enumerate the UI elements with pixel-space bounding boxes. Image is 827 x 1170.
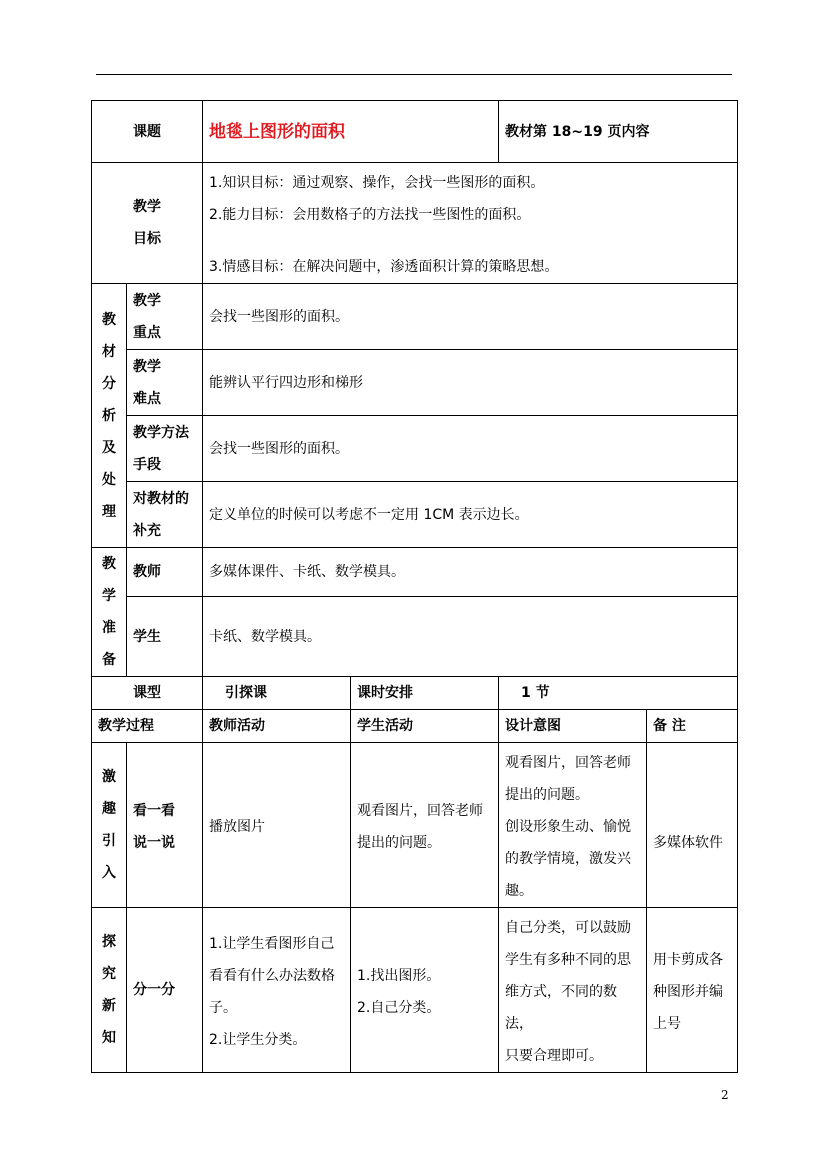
note [647, 908, 738, 1073]
stage-char: 究 [102, 966, 116, 982]
intent-line: 自己分类，可以鼓励 [505, 920, 631, 936]
teacher-col-header: 教师活动 [203, 710, 351, 743]
intent-line: 趣。 [505, 883, 533, 899]
group-label-char: 准 [102, 620, 116, 636]
student-activity [351, 743, 499, 908]
process-header-row [92, 710, 738, 743]
stage-row [92, 908, 738, 1073]
group-label-char: 理 [102, 503, 116, 520]
process-col-header: 教学过程 [92, 710, 203, 743]
objectives-label [92, 163, 203, 284]
intent-line: 创设形象生动、愉悦 [505, 819, 631, 835]
intent-line: 的教学情境，激发兴 [505, 851, 631, 867]
difficulties-label [127, 350, 203, 416]
label-line: 补充 [133, 522, 161, 539]
preparation-row [92, 597, 738, 677]
teacher-prep-content: 多媒体课件、卡纸、数学模具。 [203, 548, 738, 597]
objective-item: 2.能力目标：会用数格子的方法找一些图性的面积。 [209, 207, 531, 223]
group-label-char: 处 [102, 471, 116, 488]
teacher-activity [203, 908, 351, 1073]
group-label-char: 学 [102, 588, 116, 604]
group-label-char: 备 [102, 652, 116, 668]
stage-char: 引 [102, 833, 116, 849]
label-line: 教学 [133, 292, 161, 309]
methods-label [127, 416, 203, 482]
activity-line: 播放图片 [209, 819, 265, 835]
stage-row [92, 743, 738, 908]
supplement-content: 定义单位的时候可以考虑不一定用 1CM 表示边长。 [203, 482, 738, 548]
label-line: 对教材的 [133, 490, 189, 507]
student-col-header: 学生活动 [351, 710, 499, 743]
intent-line: 提出的问题。 [505, 787, 589, 803]
group-label-char: 析 [102, 407, 116, 424]
note-line: 上号 [653, 1016, 681, 1032]
activity-line: 提出的问题。 [357, 835, 441, 851]
teacher-prep-label: 教师 [127, 548, 203, 597]
lesson-time-value: 1 节 [499, 677, 738, 710]
design-intent [499, 743, 647, 908]
stage-char: 激 [102, 769, 116, 785]
lesson-time-label: 课时安排 [351, 677, 499, 710]
topic-label: 课题 [92, 101, 203, 163]
step-line: 说一说 [133, 835, 175, 851]
lesson-type-value: 引探课 [203, 677, 351, 710]
objectives-row [92, 163, 738, 284]
design-intent [499, 908, 647, 1073]
objectives-label-line: 教学 [133, 199, 161, 215]
analysis-group-label [92, 284, 127, 548]
stage-char: 新 [102, 998, 116, 1014]
label-line: 重点 [133, 324, 161, 341]
student-activity [351, 908, 499, 1073]
supplement-label [127, 482, 203, 548]
note-line: 种图形并编 [653, 984, 723, 1000]
group-label-char: 教 [102, 311, 116, 328]
header-rule [96, 74, 732, 75]
activity-line: 1.找出图形。 [357, 968, 441, 984]
note-line: 多媒体软件 [653, 835, 723, 851]
student-prep-label: 学生 [127, 597, 203, 677]
key-points-label [127, 284, 203, 350]
label-line: 教学 [133, 358, 161, 375]
activity-line: 观看图片，回答老师 [357, 803, 483, 819]
step-line: 分一分 [133, 982, 175, 998]
stage-char: 入 [102, 865, 116, 881]
activity-line: 2.自己分类。 [357, 1000, 441, 1016]
objectives-content [203, 163, 738, 284]
intent-line: 只要合理即可。 [505, 1048, 603, 1064]
note-line: 用卡剪成各 [653, 952, 723, 968]
objectives-label-line: 目标 [133, 231, 161, 247]
lesson-info-row [92, 677, 738, 710]
analysis-row [92, 416, 738, 482]
stage-label [92, 743, 127, 908]
activity-line: 子。 [209, 1000, 237, 1016]
topic-row [92, 101, 738, 163]
intent-line: 维方式，不同的数法， [505, 984, 617, 1032]
analysis-row [92, 482, 738, 548]
step-line: 看一看 [133, 803, 175, 819]
objective-item: 1.知识目标：通过观察、操作，会找一些图形的面积。 [209, 175, 545, 191]
note [647, 743, 738, 908]
student-prep-content: 卡纸、数学模具。 [203, 597, 738, 677]
note-col-header: 备 注 [647, 710, 738, 743]
stage-label [92, 908, 127, 1073]
key-points-content: 会找一些图形的面积。 [203, 284, 738, 350]
intent-line: 学生有多种不同的思 [505, 952, 631, 968]
analysis-row [92, 284, 738, 350]
stage-step [127, 908, 203, 1073]
activity-line: 看看有什么办法数格 [209, 968, 335, 984]
preparation-row [92, 548, 738, 597]
objective-item: 3.情感目标：在解决问题中，渗透面积计算的策略思想。 [209, 259, 559, 275]
stage-step [127, 743, 203, 908]
stage-char: 知 [102, 1030, 116, 1046]
stage-char: 探 [102, 934, 116, 950]
teacher-activity [203, 743, 351, 908]
page-number: 2 [721, 1088, 729, 1102]
label-line: 教学方法 [133, 424, 189, 441]
group-label-char: 分 [102, 375, 116, 392]
analysis-row [92, 350, 738, 416]
stage-char: 趣 [102, 801, 116, 817]
group-label-char: 教 [102, 556, 116, 572]
preparation-group-label [92, 548, 127, 677]
label-line: 手段 [133, 456, 161, 473]
group-label-char: 及 [102, 439, 116, 456]
lesson-type-label: 课型 [92, 677, 203, 710]
activity-line: 2.让学生分类。 [209, 1032, 307, 1048]
intent-col-header: 设计意图 [499, 710, 647, 743]
methods-content: 会找一些图形的面积。 [203, 416, 738, 482]
lesson-plan-table [91, 100, 738, 1073]
textbook-pages: 教材第 18~19 页内容 [499, 101, 738, 163]
intent-line: 观看图片，回答老师 [505, 755, 631, 771]
group-label-char: 材 [102, 343, 116, 360]
label-line: 难点 [133, 390, 161, 407]
difficulties-content: 能辨认平行四边形和梯形 [203, 350, 738, 416]
lesson-title: 地毯上图形的面积 [203, 101, 499, 163]
activity-line: 1.让学生看图形自己 [209, 936, 335, 952]
